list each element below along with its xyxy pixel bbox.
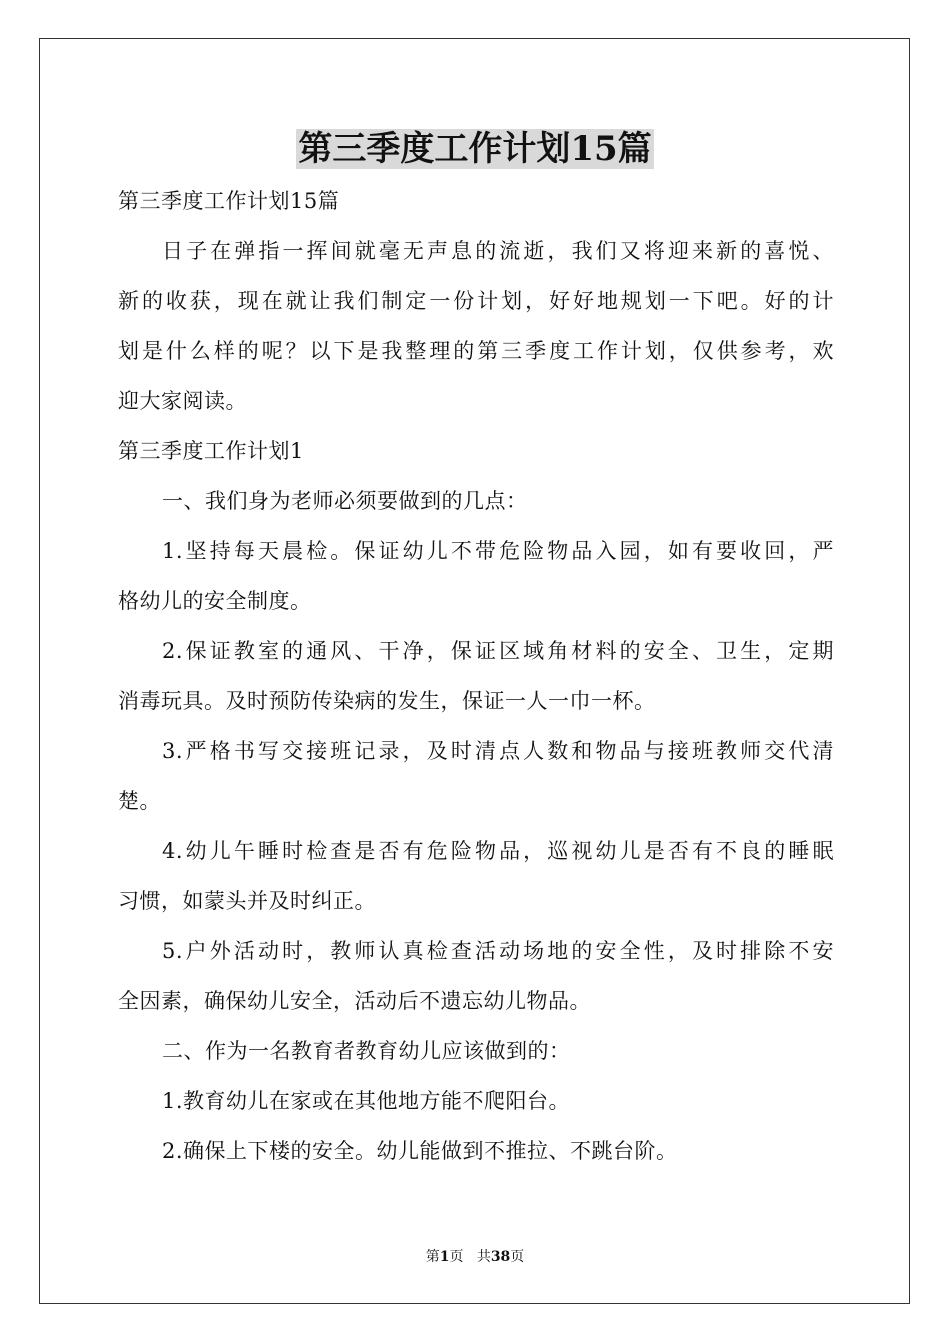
page-footer [0,1247,950,1267]
text-line: 2.保证教室的通风、干净，保证区域角材料的安全、卫生，定期 [162,639,834,663]
text-line: 5.户外活动时，教师认真检查活动场地的安全性，及时排除不安 [162,939,834,963]
text-line: 第三季度工作计划1 [118,439,304,463]
text-line: 消毒玩具。及时预防传染病的发生，保证一人一巾一杯。 [118,689,656,713]
document-body [118,176,834,1176]
footer-page-suffix: 页 [449,1249,464,1265]
text-line: 日子在弹指一挥间就毫无声息的流逝，我们又将迎来新的喜悦、 [162,239,834,263]
document-title [0,126,950,172]
text-line: 新的收获，现在就让我们制定一份计划，好好地规划一下吧。好的计 [118,289,834,313]
footer-total-pages: 38 [490,1249,511,1265]
text-line: 第三季度工作计划15篇 [118,189,340,213]
text-line: 1.坚持每天晨检。保证幼儿不带危险物品入园，如有要收回，严 [162,539,834,563]
footer-prefix: 第 [425,1249,440,1265]
text-line: 4.幼儿午睡时检查是否有危险物品，巡视幼儿是否有不良的睡眠 [162,839,834,863]
document-title-text: 第三季度工作计划15篇 [298,129,652,169]
text-line: 2.确保上下楼的安全。幼儿能做到不推拉、不跳台阶。 [162,1139,678,1163]
text-line: 二、作为一名教育者教育幼儿应该做到的： [162,1039,571,1063]
text-line: 1.教育幼儿在家或在其他地方能不爬阳台。 [162,1089,571,1113]
text-line: 一、我们身为老师必须要做到的几点： [162,489,528,513]
footer-page-number: 1 [439,1249,450,1265]
text-line: 迎大家阅读。 [118,389,247,413]
text-line: 划是什么样的呢？以下是我整理的第三季度工作计划，仅供参考，欢 [118,339,834,363]
text-line: 格幼儿的安全制度。 [118,589,312,613]
footer-total-suffix: 页 [510,1249,525,1265]
text-line: 习惯，如蒙头并及时纠正。 [118,889,376,913]
text-line: 楚。 [118,789,161,813]
text-line: 3.严格书写交接班记录，及时清点人数和物品与接班教师交代清 [162,739,834,763]
text-line: 全因素，确保幼儿安全，活动后不遗忘幼儿物品。 [118,989,591,1013]
footer-total-prefix: 共 [476,1249,491,1265]
